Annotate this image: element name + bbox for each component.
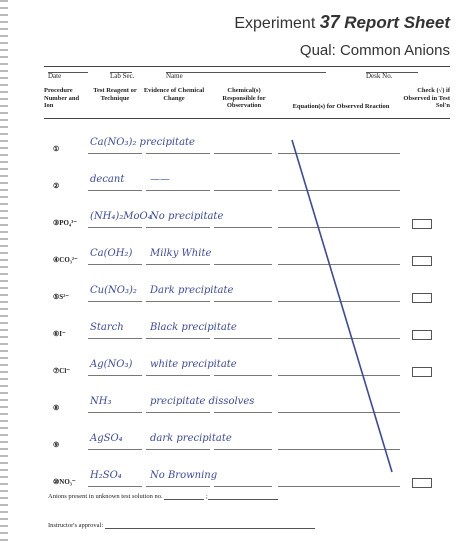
evidence-entry[interactable]: Black precipitate (150, 322, 237, 333)
evidence-entry[interactable]: precipitate dissolves (150, 396, 255, 407)
name-label: Name (166, 72, 183, 80)
anions-present-field[interactable]: Anions present in unknown test solution no. ; (48, 493, 278, 500)
col-reagent: Test Reagent or Technique (93, 87, 137, 102)
col-check: Check (√) if Observed in Test Sol'n (403, 87, 450, 109)
evidence-entry[interactable]: No Browning (150, 470, 218, 481)
col-procedure: Procedure Number and Ion (44, 87, 80, 109)
col-chemicals: Chemical(s) Responsible for Observation (222, 87, 266, 109)
anions-present-label: Anions present in unknown test solution no. (48, 493, 163, 500)
ion-label: ⑥I⁻ (53, 330, 66, 338)
reagent-entry[interactable]: AgSO₄ (90, 433, 123, 444)
reagent-entry[interactable]: Ca(OH₂) (90, 248, 133, 259)
reagent-entry[interactable]: Cu(NO₃)₂ (90, 285, 137, 296)
evidence-entry[interactable]: Milky White (150, 248, 212, 259)
reagent-entry[interactable]: Ag(NO₃) (90, 359, 133, 370)
evidence-entry[interactable]: white precipitate (150, 359, 237, 370)
evidence-entry[interactable]: —— (150, 174, 170, 185)
ion-label: ⑨ (53, 441, 60, 449)
reagent-entry[interactable]: H₂SO₄ (90, 470, 122, 481)
ion-label: ① (53, 145, 60, 153)
ion-label: ③PO₄³⁻ (53, 219, 77, 227)
evidence-entry[interactable]: No precipitate (150, 211, 224, 222)
ion-label: ⑤S²⁻ (53, 293, 69, 301)
col-evidence: Evidence of Chemical Change (143, 87, 205, 102)
lab-sec-label: Lab Sec. (110, 72, 135, 80)
col-equations: Equation(s) for Observed Reaction (292, 103, 390, 110)
ion-label: ⑦Cl⁻ (53, 367, 70, 375)
report-label: Report Sheet (344, 13, 450, 32)
reagent-entry[interactable]: Ca(NO₃)₂ precipitate (90, 137, 195, 148)
experiment-number: 37 (319, 12, 340, 32)
date-label: Date (48, 72, 62, 80)
reagent-entry[interactable]: NH₃ (90, 396, 112, 407)
evidence-entry[interactable]: Dark precipitate (150, 285, 234, 296)
report-subtitle: Qual: Common Anions (299, 42, 450, 59)
reagent-entry[interactable]: (NH₄)₂MoO₄ (90, 211, 152, 222)
evidence-entry[interactable]: dark precipitate (150, 433, 232, 444)
ion-label: ⑧ (53, 404, 60, 412)
experiment-prefix: Experiment (234, 15, 316, 32)
ion-label: ④CO₃²⁻ (53, 256, 78, 264)
ion-label: ② (53, 182, 60, 190)
desk-label: Desk No. (366, 72, 393, 80)
instructor-approval-field[interactable] (48, 522, 315, 529)
ion-label: ⑩NO₃⁻ (53, 478, 76, 486)
reagent-entry[interactable]: Starch (90, 322, 124, 333)
reagent-entry[interactable]: decant (90, 174, 125, 185)
instructor-approval-label: Instructor's approval: (48, 522, 104, 529)
